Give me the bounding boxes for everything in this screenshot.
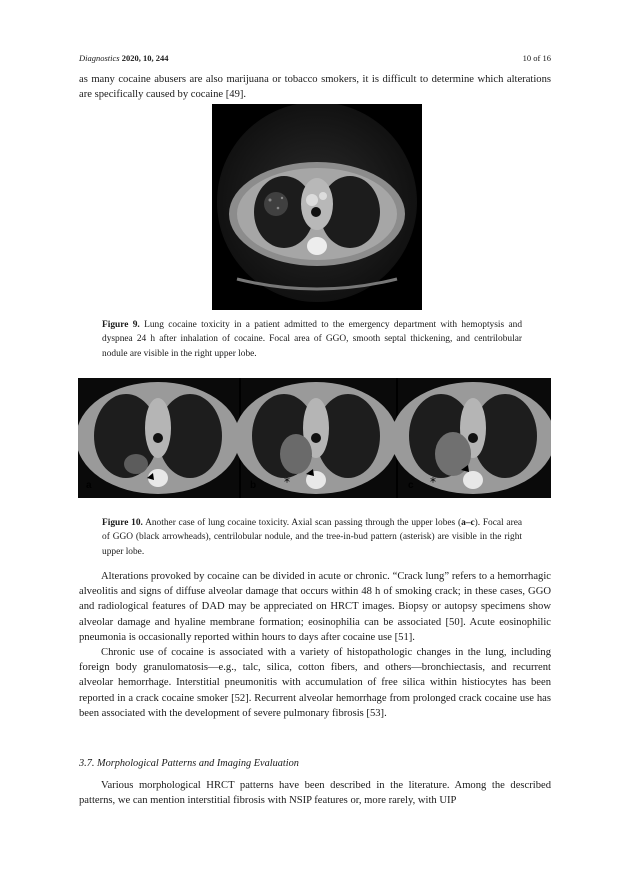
figure-10-label: Figure 10. xyxy=(102,518,143,528)
panel-label-b: b xyxy=(250,480,257,491)
figure-10-image xyxy=(78,378,551,498)
section-heading: 3.7. Morphological Patterns and Imaging Evaluation xyxy=(79,758,299,769)
intro-text: as many cocaine abusers are also marijuana or tobacco smokers, it is difficult to determine which alterations are specifically caused by cocaine [49]. xyxy=(79,74,551,101)
panel-label-a: a xyxy=(86,480,92,491)
figure-9-image xyxy=(212,104,422,310)
ct-scan-chest-icon xyxy=(212,104,422,310)
journal-header xyxy=(79,53,169,63)
body-paragraph-3: Various morphological HRCT patterns have been described in the literature. Among the described patterns, we can mention interstitial fibrosis with NSIP features or, more rarely, with UIP xyxy=(79,780,551,807)
body-paragraph-3-container xyxy=(79,778,551,808)
body-paragraph-1: Alterations provoked by cocaine can be divided in acute or chronic. “Crack lung” refers to a hemorrhagic alveolitis and signs of diffuse alveolar damage that occurs within 48 h of smoking crack; in these cases, GGO and radiological features of DAD may be appreciated on HRCT images. Biopsy or autopsy specimens show alveolar damage and hyaline membrane formation; eosinophilia can be associated [50]. Acute eosinophilic pneumonia is occasionally reported within hours to days after cocaine use [51]. xyxy=(79,571,551,643)
body-paragraphs xyxy=(79,569,551,721)
figure-10-caption-pre: Another case of lung cocaine toxicity. Axial scan passing through the upper lobes ( xyxy=(145,518,462,528)
figure-9-caption xyxy=(102,318,522,361)
journal-volume: 2020, 10, 244 xyxy=(121,53,169,63)
journal-name: Diagnostics xyxy=(79,53,120,63)
figure-9-caption-text: Lung cocaine toxicity in a patient admitted to the emergency department with hemoptysis and dyspnea 24 h after inhalation of cocaine. Focal area of GGO, smooth septal thickening, and centrilobular nodule are visible in the right upper lobe. xyxy=(102,320,523,359)
figure-9-label: Figure 9. xyxy=(102,320,140,330)
svg-text:*: * xyxy=(430,475,436,489)
intro-paragraph xyxy=(79,72,551,102)
figure-10-caption xyxy=(102,516,522,559)
ct-scan-series-icon xyxy=(78,378,551,498)
svg-text:*: * xyxy=(284,475,290,489)
figure-10-caption-range: a–c xyxy=(461,518,475,528)
body-paragraph-2: Chronic use of cocaine is associated with a variety of histopathologic changes in the lung, including foreign body granulomatosis—e.g., talc, silica, cotton fibers, and others—bronchiectasis, and recurrent alveolar hemorrhage. Interstitial pneumonitis with accumulation of free silica within histiocytes has been reported in a crack cocaine smoker [52]. Recurrent alveolar hemorrhage from prolonged crack cocaine use has been associated with the development of severe pulmonary fibrosis [53]. xyxy=(79,647,551,719)
figure-10-caption-post: ). Focal area of GGO (black arrowheads), centrilobular nodule, and the tree-in-bud pattern (asterisk) are visible in the right upper lobe. xyxy=(102,518,523,557)
page-number: 10 of 16 xyxy=(522,53,551,63)
panel-label-c: c xyxy=(408,480,414,491)
